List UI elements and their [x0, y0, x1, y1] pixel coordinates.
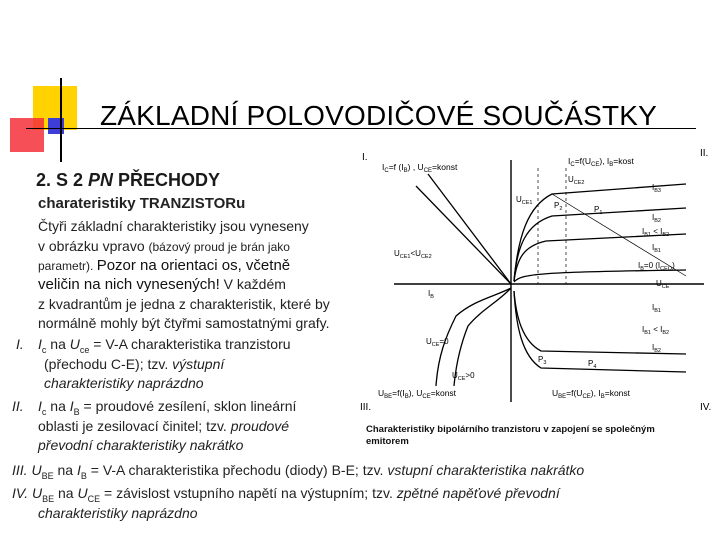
label-function-bottom-left: $U_{BE}=f(I_B)$, $U_{CE}=konst$	[378, 388, 457, 400]
item-1-line-2: (přechodu C-E); tzv. výstupní	[44, 356, 225, 372]
label-p1: $P_1$	[594, 205, 603, 216]
quadrant-4-label: IV.	[700, 402, 712, 413]
figure-caption-line-2: emitorem	[366, 436, 409, 447]
label-p2: $P_2$	[554, 201, 563, 212]
label-ib1-lower: $I_{B1}$	[652, 303, 661, 314]
transistor-characteristics-figure	[356, 146, 712, 420]
label-uce1: $U_{CE1}$	[516, 195, 533, 206]
item-4-line-1: IV. $U_{BE}$ na $U_{CE}$ = závislost vstupního napětí na výstupním; tzv. zpětné napěťové převodní	[12, 485, 560, 504]
intro-line-5: z kvadrantům je jedna z charakteristik, které by	[38, 296, 330, 312]
label-ib2-lower: $I_{B2}$	[652, 343, 661, 354]
label-ib2: $I_{B2}$	[652, 213, 661, 224]
item-1-line-3: charakteristiky naprázdno	[44, 375, 204, 391]
label-p4: $P_4$	[588, 359, 597, 370]
figure-caption	[366, 424, 706, 448]
label-ib1-lt-ib2: $I_{B1} < I_{B2}$	[642, 227, 670, 238]
item-4-line-2: charakteristiky naprázdno	[38, 505, 198, 521]
label-ib3: $I_{B3}$	[652, 183, 661, 194]
feedback-curve-1	[514, 291, 686, 354]
intro-line-2: v obrázku vpravo (bázový proud je brán jako	[38, 238, 290, 254]
label-function-top-right: $I_C=f(U_{CE})$, $I_B=kost$	[568, 156, 634, 168]
item-2-number: II.	[12, 398, 24, 414]
label-uce-gt0: $U_{CE}>0$	[452, 371, 475, 382]
figure-caption-line-1: Charakteristiky bipolárního tranzistoru v zapojení se společným	[366, 424, 655, 435]
item-1-number: I.	[16, 336, 24, 352]
transfer-line-1	[416, 186, 511, 284]
decor-vertical-line	[60, 78, 62, 162]
quadrant-1-label: I.	[362, 152, 368, 163]
label-ib1: $I_{B1}$	[652, 243, 661, 254]
subheading: charateristiky TRANZISTORu	[38, 195, 246, 212]
section-heading: 2. S 2 PN PŘECHODY	[36, 170, 221, 190]
input-curve-2	[454, 288, 511, 386]
quadrant-3-label: III.	[360, 402, 372, 413]
decor-blue-square	[48, 118, 64, 134]
label-uce-eq0: $U_{CE}=0$	[426, 337, 449, 348]
intro-line-3: parametr). Pozor na orientaci os, včetně	[38, 257, 291, 274]
label-function-bottom-right: $U_{BE}=f(U_{CE})$, $I_B=konst$	[552, 388, 631, 400]
quadrant-2-label: II.	[700, 148, 709, 159]
label-p3: $P_3$	[538, 355, 547, 366]
slide-title: ZÁKLADNÍ POLOVODIČOVÉ SOUČÁSTKY	[100, 100, 657, 131]
intro-line-4: veličin na nich vynesených! V každém	[38, 276, 286, 293]
item-2-line-1: $I_c$ na $I_B$ = proudové zesílení, sklon lineární	[38, 398, 297, 417]
item-2-line-2: oblasti je zesilovací činitel; tzv. proudové	[38, 418, 290, 434]
label-uce2: $U_{CE2}$	[568, 175, 585, 186]
item-1-line-1: $I_c$ na $U_{ce} = V-A$ charakteristika tranzistoru	[38, 336, 291, 355]
item-2-line-3: převodní charakteristiky nakrátko	[38, 437, 244, 453]
intro-line-6: normálně mohly být čtyřmi samostatnými grafy.	[38, 315, 330, 331]
label-ib1-lt-ib2-lower: $I_{B1} < I_{B2}$	[642, 325, 670, 336]
label-uce1-lt-uce2: $U_{CE1}<U_{CE2}$	[394, 249, 432, 260]
intro-line-1: Čtyři základní charakteristiky jsou vyneseny	[38, 218, 309, 234]
decor-red-square	[10, 118, 44, 152]
label-function-top-left: $I_C=f$ $(I_B)$ , $U_{CE}=konst$	[382, 162, 458, 174]
label-ib-axis: $I_B$	[428, 289, 434, 300]
label-ib0: $I_B=0$ $(I_{CEO})$	[638, 261, 675, 272]
transfer-line-2	[428, 174, 511, 284]
item-3-line-1: III. $U_{BE}$ na $I_B = V-A$ charakteristika přechodu (diody) B-E; tzv. vstupní charakteristika nakrátko	[12, 462, 585, 481]
label-uce-axis: $U_{CE}$	[656, 279, 670, 290]
